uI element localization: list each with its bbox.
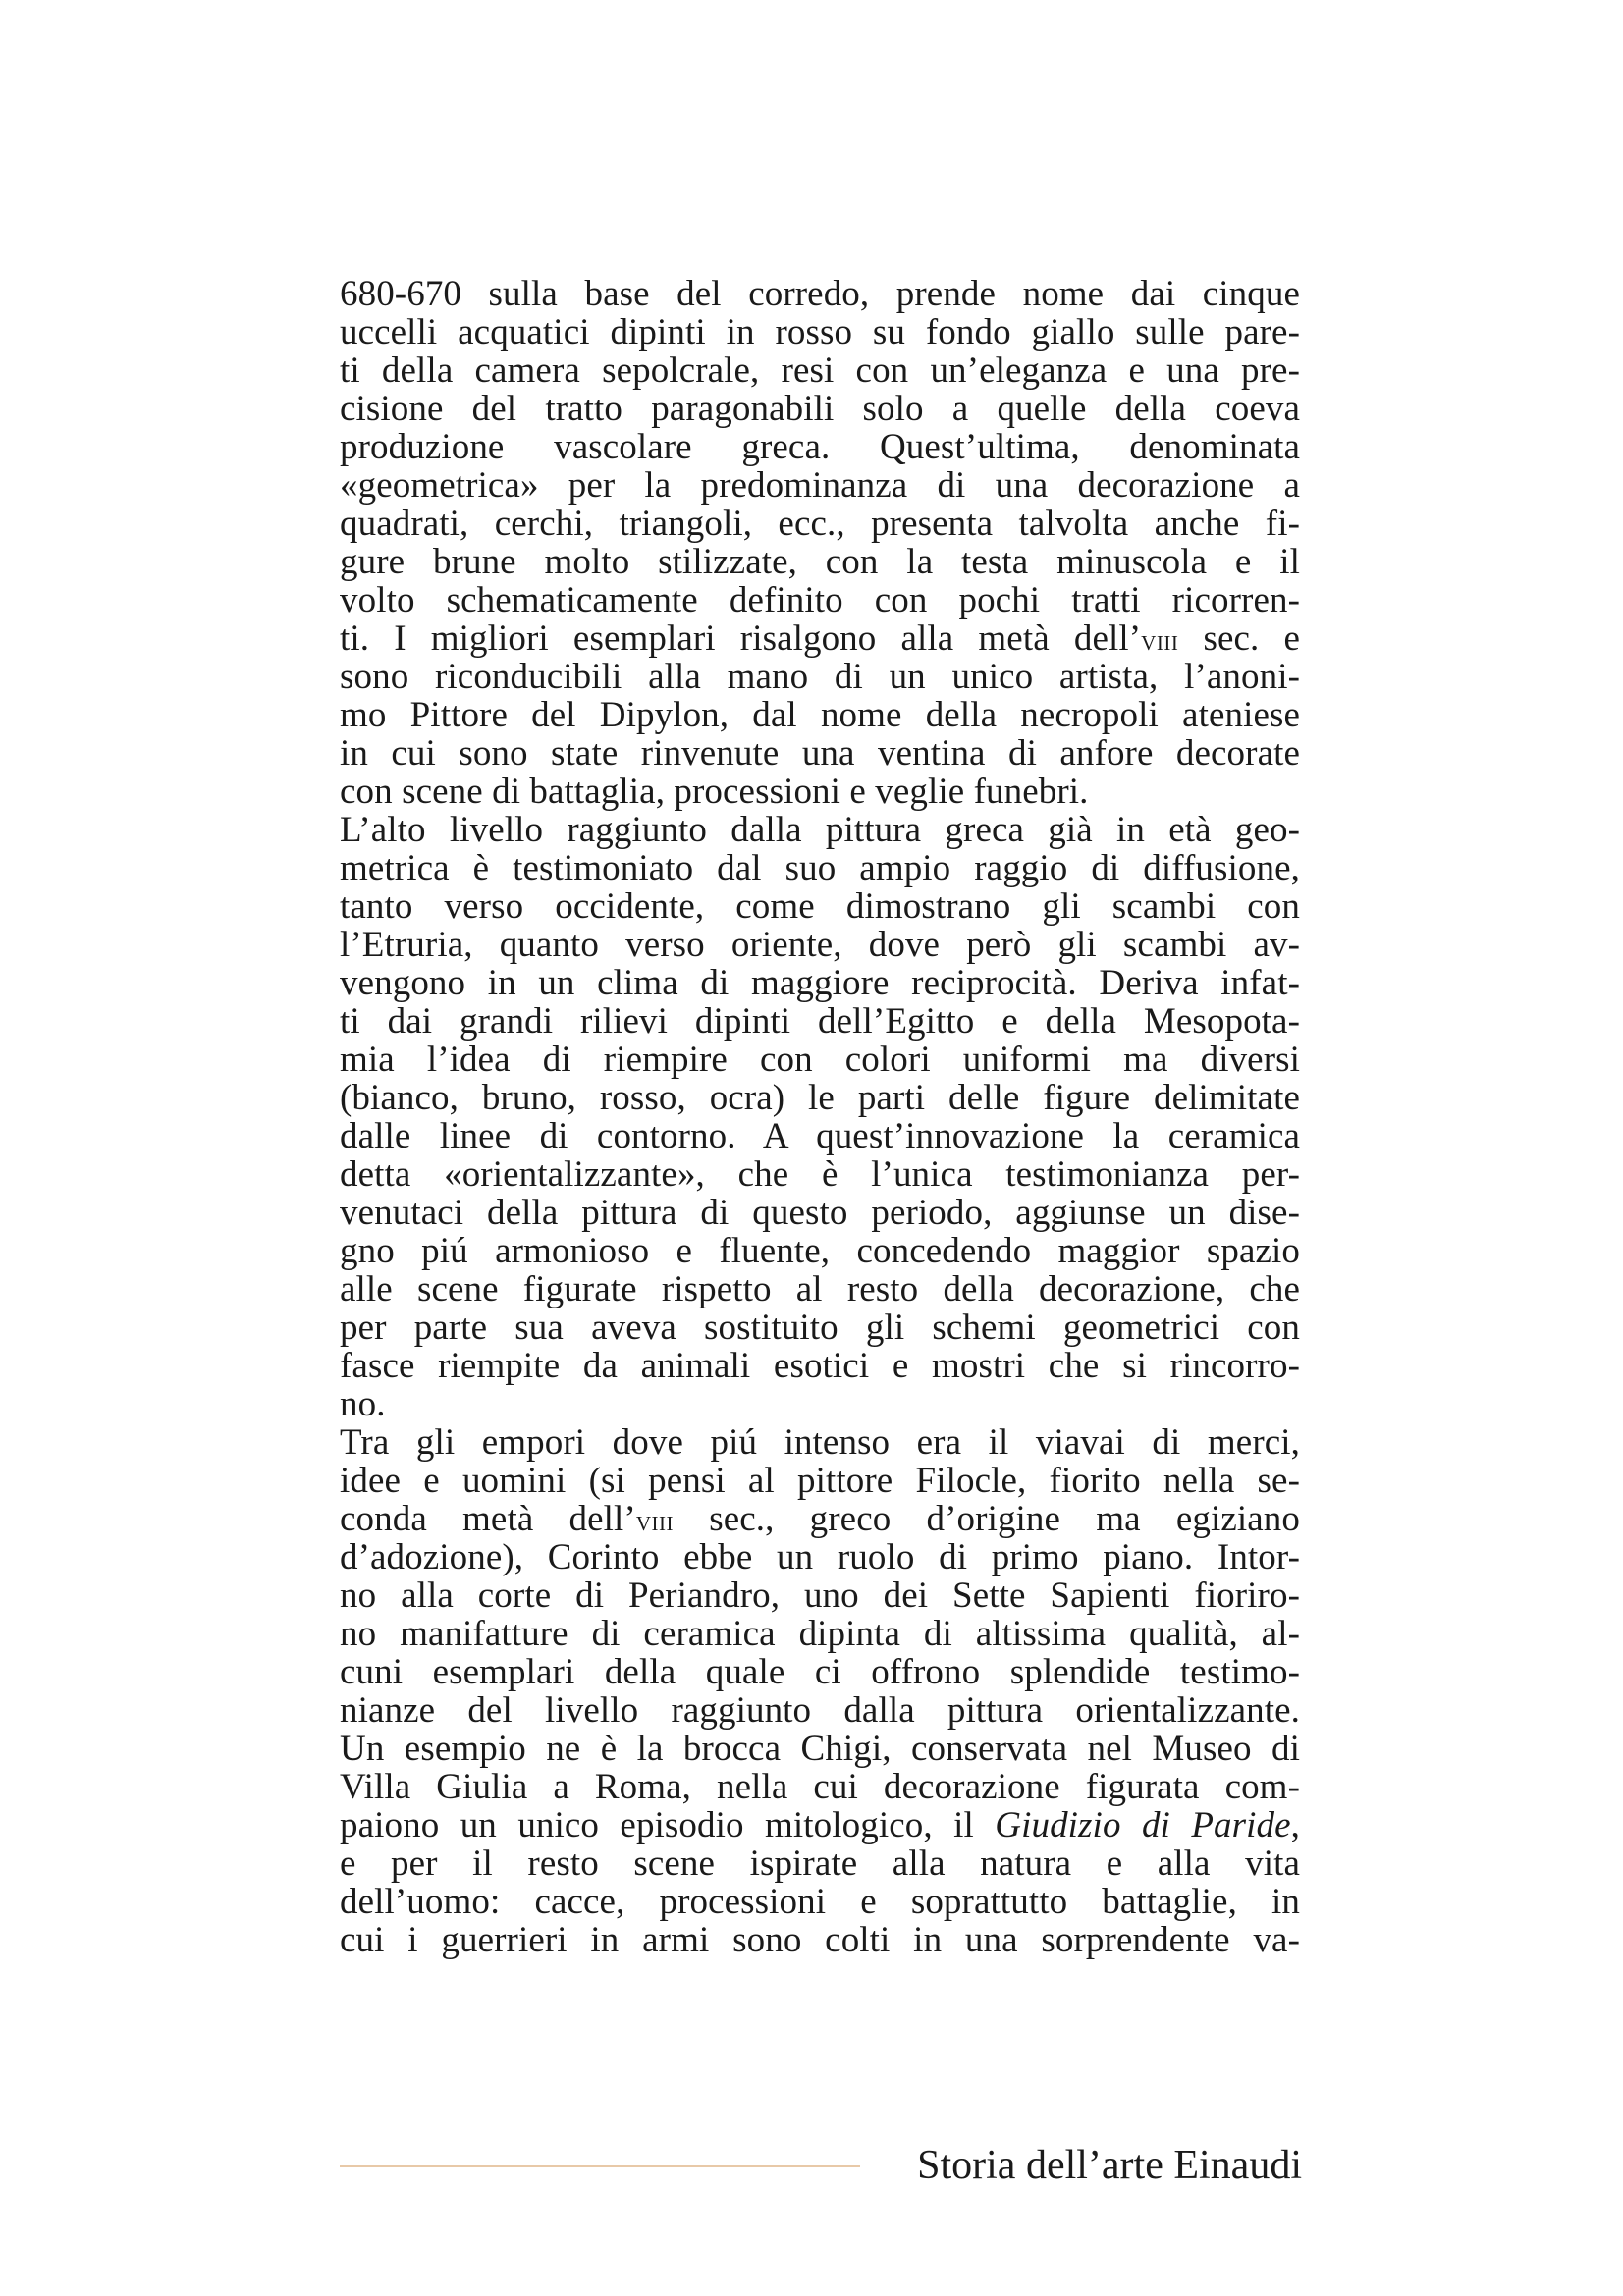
text-line: fasce riempite da animali esotici e mostri che si rincorro-: [340, 1346, 1300, 1386]
paragraph-3: [340, 1423, 1300, 1959]
text-line: Un esempio ne è la brocca Chigi, conservata nel Museo di: [340, 1729, 1300, 1769]
text-fragment: ,: [1290, 1805, 1300, 1845]
text-line: no manifatture di ceramica dipinta di altissima qualità, al-: [340, 1614, 1300, 1654]
text-line: l’Etruria, quanto verso oriente, dove però gli scambi av-: [340, 925, 1300, 965]
text-line: in cui sono state rinvenute una ventina di anfore decorate: [340, 733, 1300, 774]
footer-series-title: Storia dell’arte Einaudi: [917, 2143, 1302, 2188]
body-text: [340, 275, 1300, 1959]
text-line: produzione vascolare greca. Quest’ultima, denominata: [340, 427, 1300, 467]
text-line: Tra gli empori dove piú intenso era il viavai di merci,: [340, 1422, 1300, 1463]
text-line: (bianco, bruno, rosso, ocra) le parti delle figure delimitate: [340, 1078, 1300, 1118]
century-small-caps: viii: [1141, 623, 1179, 657]
text-line: quadrati, cerchi, triangoli, ecc., presenta talvolta anche fi-: [340, 504, 1300, 544]
text-line: no.: [340, 1384, 386, 1424]
text-line: per parte sua aveva sostituito gli schemi geometrici con: [340, 1308, 1300, 1348]
paragraph-1: [340, 275, 1300, 811]
text-line: ti della camera sepolcrale, resi con un’eleganza e una pre-: [340, 350, 1300, 391]
text-line: idee e uomini (si pensi al pittore Filocle, fiorito nella se-: [340, 1461, 1300, 1501]
text-fragment: sec. e: [1178, 618, 1300, 659]
text-line: dalle linee di contorno. A quest’innovazione la ceramica: [340, 1116, 1300, 1156]
text-line: nianze del livello raggiunto dalla pittura orientalizzante.: [340, 1690, 1300, 1731]
footer-divider: [340, 2165, 860, 2167]
text-line: no alla corte di Periandro, uno dei Sette Sapienti fioriro-: [340, 1575, 1300, 1616]
text-line: L’alto livello raggiunto dalla pittura greca già in età geo-: [340, 810, 1300, 850]
text-line: gno piú armonioso e fluente, concedendo maggior spazio: [340, 1231, 1300, 1271]
text-line: 680-670 sulla base del corredo, prende nome dai cinque: [340, 274, 1300, 314]
text-fragment: ti. I migliori esemplari risalgono alla metà dell’: [340, 618, 1142, 659]
text-fragment: sec., greco d’origine ma egiziano: [674, 1499, 1300, 1539]
century-small-caps: viii: [635, 1504, 675, 1537]
text-line: «geometrica» per la predominanza di una decorazione a: [340, 465, 1300, 506]
text-line: volto schematicamente definito con pochi tratti ricorren-: [340, 580, 1300, 620]
text-line: ti dai grandi rilievi dipinti dell’Egitto e della Mesopota-: [340, 1001, 1300, 1041]
text-line: tanto verso occidente, come dimostrano gli scambi con: [340, 886, 1300, 927]
text-line: venutaci della pittura di questo periodo, aggiunse un dise-: [340, 1193, 1300, 1233]
text-line: [340, 1500, 1300, 1538]
text-line: e per il resto scene ispirate alla natura e alla vita: [340, 1843, 1300, 1884]
text-line: uccelli acquatici dipinti in rosso su fondo giallo sulle pare-: [340, 312, 1300, 352]
text-line: sono riconducibili alla mano di un unico artista, l’anoni-: [340, 657, 1300, 697]
text-line: cui i guerrieri in armi sono colti in una sorprendente va-: [340, 1920, 1300, 1960]
text-fragment: paiono un unico episodio mitologico, il: [340, 1805, 996, 1845]
text-line: Villa Giulia a Roma, nella cui decorazione figurata com-: [340, 1767, 1300, 1807]
text-line: mo Pittore del Dipylon, dal nome della necropoli ateniese: [340, 695, 1300, 735]
text-line: [340, 619, 1300, 658]
paragraph-2: [340, 811, 1300, 1423]
text-line: dell’uomo: cacce, processioni e soprattutto battaglie, in: [340, 1882, 1300, 1922]
text-line: cisione del tratto paragonabili solo a quelle della coeva: [340, 389, 1300, 429]
text-line: d’adozione), Corinto ebbe un ruolo di primo piano. Intor-: [340, 1537, 1300, 1577]
text-line: cuni esemplari della quale ci offrono splendide testimo-: [340, 1652, 1300, 1692]
text-line: vengono in un clima di maggiore reciprocità. Deriva infat-: [340, 963, 1300, 1003]
text-line: con scene di battaglia, processioni e veglie funebri.: [340, 772, 1089, 812]
text-line: gure brune molto stilizzate, con la testa minuscola e il: [340, 542, 1300, 582]
text-line: [340, 1806, 1300, 1844]
artwork-title-italic: Giudizio di Paride: [995, 1805, 1291, 1845]
text-line: metrica è testimoniato dal suo ampio raggio di diffusione,: [340, 848, 1300, 888]
text-line: alle scene figurate rispetto al resto della decorazione, che: [340, 1269, 1300, 1309]
text-line: detta «orientalizzante», che è l’unica testimonianza per-: [340, 1154, 1300, 1195]
text-fragment: conda metà dell’: [340, 1499, 636, 1539]
text-line: mia l’idea di riempire con colori uniformi ma diversi: [340, 1040, 1300, 1080]
